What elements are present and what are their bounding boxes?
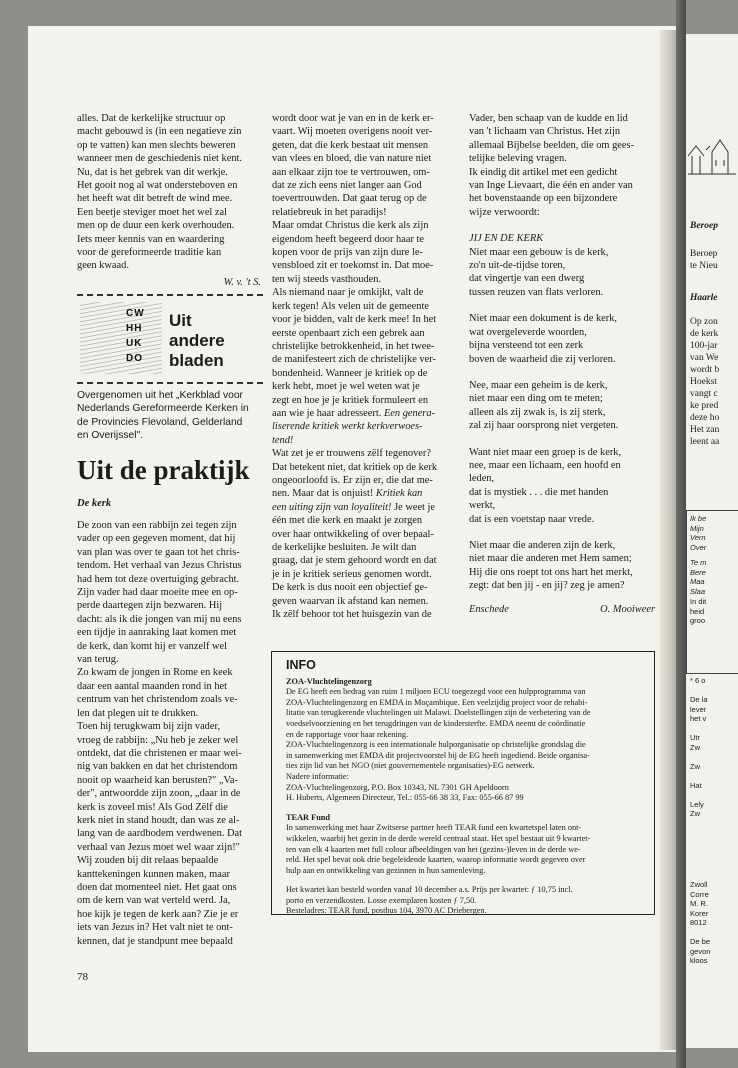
book-gutter bbox=[676, 0, 686, 1068]
church-drawing-icon bbox=[686, 126, 738, 178]
info-box: INFO ZOA-Vluchtelingenzorg De EG heeft een bedrag van ruim 1 miljoen ECU toegezegd voor een hulpprogramma van ZOA-Vluchtelingenzorg en EMDA in Moçambique. Een veelzijdig project voor de rehabi- litatie van terugkerende vluchtelingen uit Malawi. Doelstellingen zijn de verbetering van de voedselvoorziening en het terugdringen van de kindersterfte. EMDA neemt de coördinatie en de rapportage voor haar rekening. ZOA-Vluchtelingenzorg is een internationale hulporganisatie op christelijke grondslag die in samenwerking met EMDA dit projectvoorstel bij de EG heeft ingediend. Beide organisa- ties zijn lid van het NGO (niet gouvernementele organisaties)-EG netwerk. Nadere informatie: ZOA-Vluchtelingenzorg, P.O. Box 10343, NL 7301 GH Apeldoorn H. Huberts, Algemeen Directeur, Tel.: 055-66 38 33, Fax: 055-66 87 99 TEAR Fund In samenwerking met haar Zwitserse partner heeft TEAR fund een kwartetspel laten ont- wikkelen, waarbij het gezin in de derde wereld centraal staat. Het spel bestaat uit 9 kwartet- ten van elk 4 kaarten met full colour afbeeldingen van het (gezins-)leven in de derde we- reld. Het spel bevat ook drie begeleidende kaarten, waarop informatie wordt gegeven over hulp aan en ontwikkeling van gezinnen in hun samenleving. Het kwartet kan besteld worden vanaf 10 december a.s. Prijs per kwartet: ƒ 10,75 incl. porto en verzendkosten. Losse exemplaren kosten ƒ 7,50. Besteladres: TEAR fund, postbus 104, 3970 AC Driebergen. bbox=[271, 651, 655, 915]
next-page bbox=[686, 34, 738, 1048]
next-label-beroep: Beroep bbox=[690, 221, 718, 231]
uit-andere-bladen-box bbox=[77, 294, 263, 386]
info-title: INFO bbox=[286, 658, 316, 672]
section-heading: Uit de praktijk bbox=[77, 455, 250, 485]
column-1-intro: alles. Dat de kerkelijke structuur op macht gebouwd is (in een negatieve zin op te vatten) kan men slechts beweren wanneer men de geschiedenis niet kent. Nu, dat is het gebrek van dit werkje. Het gooit nog al wat ondersteboven en het heeft wat dit betreft de wind mee. Een beetje steviger moet het wel zal men op de duur een kerk overhouden. Iets meer kennis van en waardering voor de gereformeerde traditie kan geen kwaad. W. v. 't S. bbox=[77, 113, 261, 288]
article-subheading: De kerk bbox=[77, 498, 112, 509]
cwhuko-logo: CW HH UK DO bbox=[80, 302, 162, 374]
page-number: 78 bbox=[77, 971, 88, 983]
box-title: Uit andere bladen bbox=[169, 311, 225, 370]
dashed-rule-bottom bbox=[77, 382, 263, 384]
next-box-italic: Ik be Mijn Vern Over Te m Bere Maa Slaa bbox=[690, 514, 707, 596]
next-lines-a: Beroep te Nieu bbox=[690, 249, 718, 271]
next-lines-b: Op zon de kerk 100-jar van We wordt b Hoekst vangt c ke pred deze ho Het zan leent aa bbox=[690, 317, 720, 447]
dashed-rule-top bbox=[77, 294, 263, 296]
next-small-lines-2: Zwoll Corre M. R. Korer 8012 De be gevon kloos bbox=[690, 880, 711, 965]
org-tear-title: TEAR Fund bbox=[286, 812, 331, 822]
org-zoa-title: ZOA-Vluchtelingenzorg bbox=[286, 676, 372, 686]
column-1-body: De zoon van een rabbijn zei tegen zijn vader op een gegeven moment, dat hij van plan was over te gaan tot het chris- tendom. Het verhaal van Jezus Christus had hem tot deze overtuiging gebracht. Zijn vader had daar moeite mee en op- perde daartegen zijn bezwaren. Hij dacht: als ik die jongen van mij nu eens een tijdje in aanraking laat komen met de kerk, dan komt hij er vanzelf wel van terug. Zo kwam de jongen in Rome en keek daar een aantal maanden rond in het centrum van het christendom zoals ve- len dat plegen uit te drukken. Toen hij terugkwam bij zijn vader, vroeg de rabbijn: „Nu heb je zeker wel ontdekt, dat die christenen er maar wei- nig van bakken en dat het christendom nooit op waarheid kan berusten?" „Va- der", antwoordde zijn zoon, „daar in de kerk is zoveel mis! Als God Zëlf die kerk niet in stand houdt, dan was ze al- lang van de aardbodem verdwenen. Dat verhaal van Jezus moet wel waar zijn!" Wij zouden bij dit relaas bepaalde kanttekeningen kunnen maken, maar doen dat momenteel niet. Het gaat ons om de kern van wat verteld werd. Ja, hoe kijk je tegen de kerk aan? Zie je er iets van Jezus in? Het valt niet te ont- kennen, dat je standpunt mee bepaald bbox=[77, 520, 243, 947]
poem-signature: Enschede O. Mooiweer bbox=[469, 603, 655, 615]
next-label-haarle: Haarle bbox=[690, 293, 718, 303]
column-2: wordt door wat je van en in de kerk er- vaart. Wij moeten overigens nooit ver- geten, dat die kerk bestaat uit mensen van vlees en bloed, die van nature niet aan elkaar zijn toe te vertrouwen, om- dat ze zich eens niet langer aan God toevertrouwden. Dat gaat terug op de relatiebreuk in het paradijs! Maar omdat Christus die kerk als zijn eigendom heeft begeerd door haar te kopen voor de prijs van zijn dure le- vensbloed zit er toekomst in. Dat moe- ten wij steeds vasthouden. Als niemand naar je omkijkt, valt de kerk tegen! Als velen uit de gemeente voor je bidden, valt de kerk mee! In het eerste openbaart zich een gebrek aan christelijke betrokkenheid, in het twee- de manifesteert zich de christelijke ver- bondenheid. Wanneer je kritiek op de kerk hebt, moet je wel weten wat je zegt en hoe je je kritiek formuleert en aan wie je haar adresseert. Een genera- liserende kritiek werkt kerkverwoes- tend! Wat zet je er trouwens zëlf tegenover? Dat betekent niet, dat kritiek op de kerk ongeoorloofd is. Er zijn er, die dat me- nen. Maar dat is onjuist! Kritiek kan een uiting zijn van loyaliteit! Je weet je één met die kerk en maakt je zorgen over haar ontwikkeling of over bepaal- de kerkelijke besluiten. Je wilt dan graag, dat je stem gehoord wordt en dat je in je kritiek serieus genomen wordt. De kerk is dus nooit een objectief ge- geven waarvan ik afstand kan nemen. Ik zëlf behoor tot het huisgezin van de bbox=[272, 113, 438, 621]
column-3: Vader, ben schaap van de kudde en lid van 't lichaam van Christus. Het zijn allemaal Bijbelse beelden, die om gees- telijke beleving vragen. Ik eindig dit artikel met een gedicht van Inge Lievaart, die één en ander van het bovenstaande op een bijzondere wijze verwoordt: JIJ EN DE KERK Niet maar een gebouw is de kerk, zo'n uit-de-tijdse toren, dat vingertje van een dwerg tussen reuzen van flats verloren. Niet maar een dokument is de kerk, wat overgeleverde woorden, bijna versteend tot een zerk boven de waarheid die zij verloren. Nee, maar een geheim is de kerk, niet maar een ding om te meten; alleen als zij zwak is, is zij sterk, zal zij haar oorsprong niet vergeten. Want niet maar een groep is de kerk, nee, maar een lichaam, een hoofd en leden, dat is mystiek . . . die met handen werkt, dat is een voetstap naar vrede. Niet maar die anderen zijn de kerk, niet maar die anderen met Hem samen; Hij die ons roept tot ons hart het merkt, zegt: dat ben jij - en jij? zeg je amen? Enschede O. Mooiweer bbox=[469, 112, 659, 616]
source-note: Overgenomen uit het „Kerkblad voor Nederlands Gereformeerde Kerken in de Provincies Flevoland, Gelderland en Overijssel". bbox=[77, 390, 249, 441]
page-edge bbox=[660, 30, 676, 1050]
next-box-lines: In dit heid groo bbox=[690, 597, 707, 625]
poem-title: JIJ EN DE KERK bbox=[469, 233, 544, 245]
next-small-lines: * 6 o De la lever het v Utr Zw Zw Hat Lely Zw bbox=[690, 676, 708, 818]
review-signature: W. v. 't S. bbox=[223, 276, 261, 288]
